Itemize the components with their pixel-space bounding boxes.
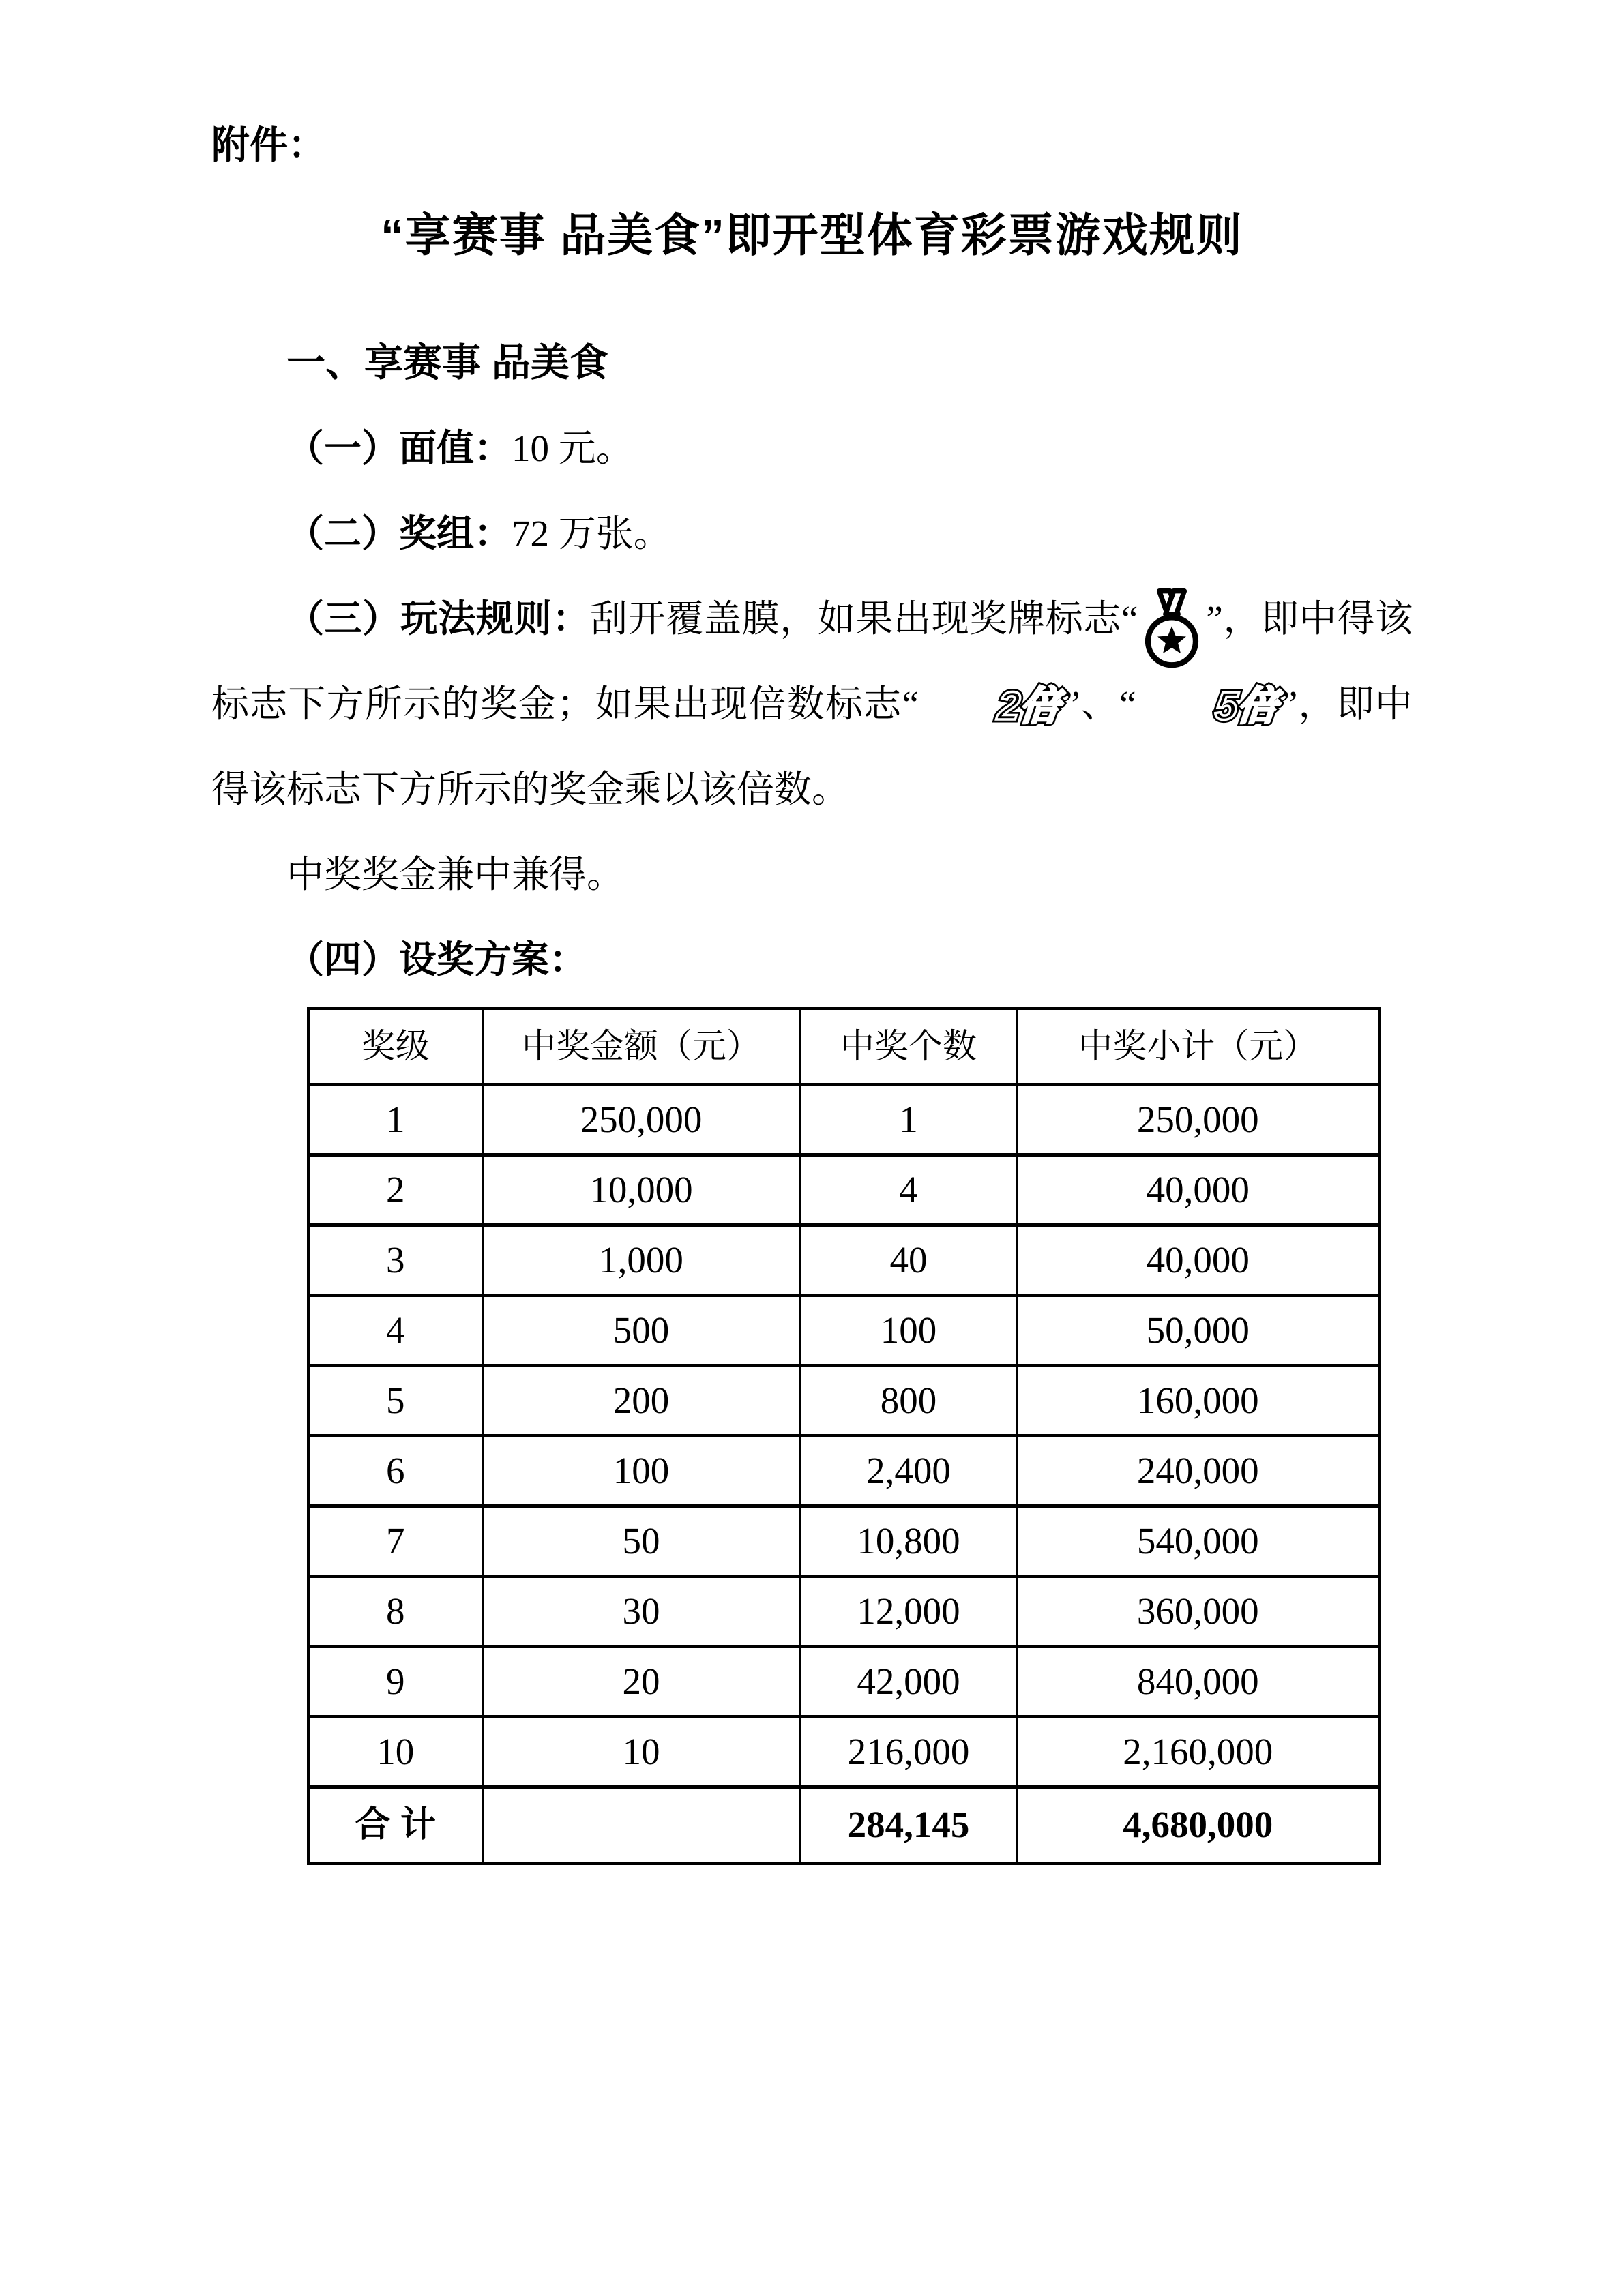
cell-level: 10 [308,1717,482,1787]
cell-subtotal: 160,000 [1017,1366,1379,1436]
play-rule-seg1: 刮开覆盖膜，如果出现奖牌标志“ [590,598,1138,640]
cell-amount: 1,000 [482,1225,800,1296]
face-value-label: （一）面值： [286,428,512,469]
cell-count: 216,000 [800,1717,1017,1787]
table-total-row [308,1787,1379,1864]
total-amount-empty [482,1787,800,1864]
play-rule-label: （三）玩法规则： [286,598,591,640]
cell-level: 5 [308,1366,482,1436]
cell-amount: 50 [482,1506,800,1577]
multiplier-2x-logo: 2倍 2倍 [921,687,1061,726]
paragraph-bonus-rule: 中奖奖金兼中兼得。 [286,854,625,895]
cell-amount: 250,000 [482,1085,800,1155]
cell-level: 6 [308,1436,482,1506]
cell-count: 42,000 [800,1647,1017,1717]
cell-count: 10,800 [800,1506,1017,1577]
cell-subtotal: 240,000 [1017,1436,1379,1506]
cell-count: 1 [800,1085,1017,1155]
table-row-8 [308,1577,1379,1647]
paragraph-face-value [211,406,1413,491]
cell-subtotal: 50,000 [1017,1296,1379,1366]
cell-amount: 30 [482,1577,800,1647]
table-row-10 [308,1717,1379,1787]
header-prize-amount: 中奖金额（元） [482,1009,800,1085]
cell-level: 3 [308,1225,482,1296]
cell-level: 7 [308,1506,482,1577]
prize-group-label: （二）奖组： [286,513,512,554]
cell-subtotal: 540,000 [1017,1506,1379,1577]
header-subtotal: 中奖小计（元） [1017,1009,1379,1085]
cell-subtotal: 360,000 [1017,1577,1379,1647]
prize-group-text: 72 万张。 [512,513,671,554]
cell-count: 2,400 [800,1436,1017,1506]
table-row-9 [308,1647,1379,1717]
total-subtotal: 4,680,000 [1017,1787,1379,1864]
cell-subtotal: 40,000 [1017,1225,1379,1296]
cell-level: 1 [308,1085,482,1155]
table-row-1 [308,1085,1379,1155]
play-rule-seg4: ”，即中得该标志下方所示的奖金乘以该倍数。 [211,683,1413,810]
cell-amount: 10 [482,1717,800,1787]
section-heading: 一、享赛事 品美食 [286,341,608,385]
cell-count: 12,000 [800,1577,1017,1647]
cell-subtotal: 250,000 [1017,1085,1379,1155]
total-count: 284,145 [800,1787,1017,1864]
table-row-5 [308,1366,1379,1436]
cell-level: 9 [308,1647,482,1717]
table-row-3 [308,1225,1379,1296]
cell-amount: 20 [482,1647,800,1717]
total-label: 合 计 [308,1787,482,1864]
page-title: “享赛事 品美食”即开型体育彩票游戏规则 [381,210,1243,261]
header-winner-count: 中奖个数 [800,1009,1017,1085]
cell-level: 4 [308,1296,482,1366]
paragraph-prize-plan [211,917,1413,1002]
table-row-4 [308,1296,1379,1366]
prize-table [307,1007,1381,1865]
cell-subtotal: 840,000 [1017,1647,1379,1717]
cell-count: 800 [800,1366,1017,1436]
table-row-6 [308,1436,1379,1506]
multiplier-5x-logo: 5倍 5倍 [1138,687,1278,726]
play-rule-seg3: ”、“ [1063,683,1136,725]
cell-amount: 500 [482,1296,800,1366]
table-row-7 [308,1506,1379,1577]
prize-plan-label: （四）设奖方案： [286,939,587,981]
cell-count: 40 [800,1225,1017,1296]
cell-level: 8 [308,1577,482,1647]
paragraph-prize-group [211,491,1413,576]
cell-count: 100 [800,1296,1017,1366]
cell-amount: 200 [482,1366,800,1436]
paragraph-play-rule [211,576,1413,832]
cell-subtotal: 40,000 [1017,1155,1379,1225]
cell-count: 4 [800,1155,1017,1225]
medal-star-icon [1140,586,1203,670]
cell-subtotal: 2,160,000 [1017,1717,1379,1787]
face-value-text: 10 元。 [512,428,634,469]
attachment-label: 附件： [211,123,326,166]
table-row-2 [308,1155,1379,1225]
play-rule-seg2: ”，即中得该标志下方所示的奖金；如果出现倍数标志“ [211,598,1413,725]
cell-amount: 10,000 [482,1155,800,1225]
table-header-row [308,1009,1379,1085]
cell-level: 2 [308,1155,482,1225]
header-prize-level: 奖级 [308,1009,482,1085]
cell-amount: 100 [482,1436,800,1506]
